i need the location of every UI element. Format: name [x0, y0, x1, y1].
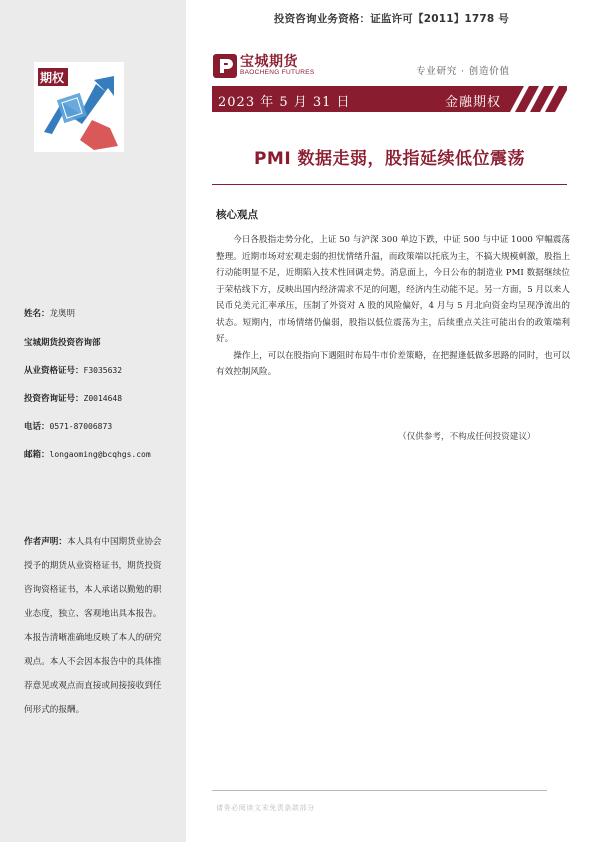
slogan: 专业研究 · 创造价值: [416, 66, 510, 77]
license-value: F3035632: [83, 366, 123, 375]
footer-divider: [212, 790, 547, 791]
phone-number: [24, 420, 112, 432]
statement-text: 本人具有中国期货业协会授予的期货从业资格证书，期货投资咨询资格证书，本人承诺以勤勉的职业态度，独立、客观地出具本报告。本报告清晰准确地反映了本人的研究观点。本人不会因本报告中的具体推荐意见或观点而直接或间接接收到任何形式的报酬。: [24, 537, 162, 715]
brand-name-cn: 宝城期货: [240, 54, 298, 70]
phone-value: 0571-87006873: [49, 422, 113, 431]
email-value: longaoming@bcqhgs.com: [49, 450, 151, 459]
advisory-value: Z0014648: [83, 394, 123, 403]
qualification-number: [24, 364, 122, 376]
footer-note: 请务必阅读文末免责条款部分: [216, 804, 315, 812]
body-paragraph: 操作上，可以在股指向下遇阻时布局牛市价差策略，在把握逢低做多思路的同时，也可以有效控制风险。: [216, 350, 570, 377]
name-label: 姓名：: [24, 309, 50, 319]
phone-label: 电话：: [24, 422, 50, 432]
brand-name-en: BAOCHENG FUTURES: [240, 69, 315, 76]
title-divider: [212, 184, 567, 185]
brand-logo: [212, 51, 322, 83]
license-label: 从业资格证号：: [24, 366, 84, 376]
logo-label: 期权: [40, 71, 65, 85]
advisory-number: [24, 392, 122, 404]
statement-label: 作者声明：: [24, 537, 67, 547]
body-paragraph: 今日各股指走势分化，上证 50 与沪深 300 单边下跌，中证 500 与中证 1000 窄幅震荡整理。近期市场对宏观走弱的担忧情绪升温，而政策端以托底为主，不搞大规模刺激，股指上行动能明显不足，近期陷入技术性回调走势。消息面上，今日公布的制造业 PMI 数据继续位于荣枯线下方，反映出国内经济需求不足的问题，经济内生动能不足。另一方面，5 月以来人民币兑美元汇率承压，压制了外资对 A 股的风险偏好，4 月与 5 月北向资金均呈现净流出的状态。短期内，市场情绪仍偏弱，股指以低位震荡为主，后续重点关注可能出台的政策端利好。: [216, 235, 570, 344]
advisory-label: 投资咨询证号：: [24, 394, 84, 404]
report-category: 金融期权: [445, 95, 502, 110]
section-heading: 核心观点: [216, 209, 258, 221]
disclaimer-note: （仅供参考，不构成任何投资建议）: [398, 432, 536, 442]
baocheng-logo-icon: [212, 53, 238, 79]
license-header: 投资咨询业务资格：证监许可【2011】1778 号: [273, 13, 509, 25]
analyst-name: [24, 307, 75, 319]
analyst-department: [24, 336, 101, 348]
report-title: PMI 数据走弱，股指延续低位震荡: [253, 149, 526, 169]
email-label: 邮箱：: [24, 450, 50, 460]
report-body: [216, 232, 570, 381]
department-label: 宝城期货投资咨询部: [24, 338, 101, 348]
author-statement: [24, 530, 166, 722]
name-value: 龙奥明: [49, 309, 76, 319]
options-logo-icon: [34, 62, 124, 152]
report-date: 2023 年 5 月 31 日: [218, 95, 351, 110]
email-address: [24, 448, 151, 460]
